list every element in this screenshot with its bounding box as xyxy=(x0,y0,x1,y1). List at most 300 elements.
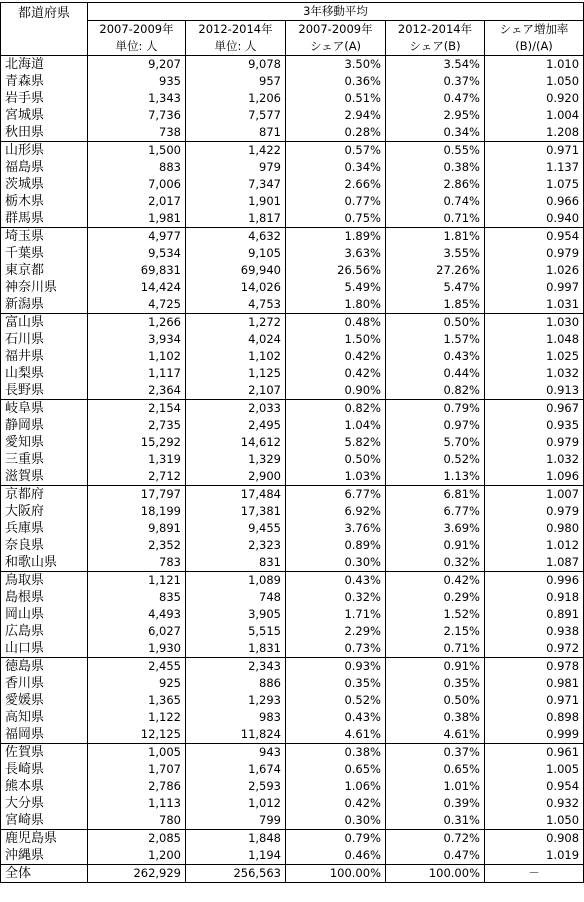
share-growth-ratio: 1.032 xyxy=(485,365,584,382)
count-2012-2014: 1,194 xyxy=(186,847,286,865)
count-2007-2009: 1,121 xyxy=(88,572,186,590)
prefecture-name: 岡山県 xyxy=(1,606,88,623)
count-2007-2009: 2,786 xyxy=(88,778,186,795)
share-b: 5.70% xyxy=(386,434,485,451)
col3-share-a: シェア(A) xyxy=(286,38,386,56)
share-growth-ratio: 1.019 xyxy=(485,847,584,865)
count-2012-2014: 1,329 xyxy=(186,451,286,468)
count-2012-2014: 2,900 xyxy=(186,468,286,486)
share-b: 0.97% xyxy=(386,417,485,434)
share-a: 0.79% xyxy=(286,830,386,848)
share-a: 0.57% xyxy=(286,142,386,160)
count-2007-2009: 1,113 xyxy=(88,795,186,812)
count-2007-2009: 780 xyxy=(88,812,186,830)
share-b: 0.50% xyxy=(386,692,485,709)
prefecture-name: 富山県 xyxy=(1,314,88,332)
count-2012-2014: 4,753 xyxy=(186,296,286,314)
count-2012-2014: 4,632 xyxy=(186,228,286,246)
count-2012-2014: 983 xyxy=(186,709,286,726)
count-2012-2014: 943 xyxy=(186,744,286,762)
share-b: 0.37% xyxy=(386,744,485,762)
count-2012-2014: 979 xyxy=(186,159,286,176)
count-2007-2009: 738 xyxy=(88,124,186,142)
table-row xyxy=(1,331,584,348)
share-growth-ratio: 1.048 xyxy=(485,331,584,348)
share-a: 5.49% xyxy=(286,279,386,296)
prefecture-name: 京都府 xyxy=(1,486,88,504)
table-row xyxy=(1,606,584,623)
share-growth-ratio: 0.971 xyxy=(485,142,584,160)
count-2012-2014: 5,515 xyxy=(186,623,286,640)
col5-title: シェア増加率 xyxy=(485,21,584,39)
count-2012-2014: 2,107 xyxy=(186,382,286,400)
share-b: 3.69% xyxy=(386,520,485,537)
prefecture-name: 岐阜県 xyxy=(1,400,88,418)
prefecture-name: 鹿児島県 xyxy=(1,830,88,848)
share-a: 1.89% xyxy=(286,228,386,246)
count-2007-2009: 2,712 xyxy=(88,468,186,486)
share-a: 0.30% xyxy=(286,812,386,830)
count-2007-2009: 1,266 xyxy=(88,314,186,332)
share-b: 0.38% xyxy=(386,159,485,176)
table-row xyxy=(1,589,584,606)
share-a: 0.35% xyxy=(286,675,386,692)
count-2007-2009: 2,455 xyxy=(88,658,186,676)
count-2007-2009: 1,102 xyxy=(88,348,186,365)
share-b: 0.71% xyxy=(386,210,485,228)
prefecture-name: 佐賀県 xyxy=(1,744,88,762)
prefecture-name: 東京都 xyxy=(1,262,88,279)
count-2007-2009: 1,707 xyxy=(88,761,186,778)
share-a: 0.65% xyxy=(286,761,386,778)
share-a: 0.38% xyxy=(286,744,386,762)
count-2012-2014: 1,102 xyxy=(186,348,286,365)
table-row xyxy=(1,73,584,90)
count-2012-2014: 9,105 xyxy=(186,245,286,262)
share-a: 3.63% xyxy=(286,245,386,262)
count-2012-2014: 1,293 xyxy=(186,692,286,709)
prefecture-name: 岩手県 xyxy=(1,90,88,107)
count-2012-2014: 1,674 xyxy=(186,761,286,778)
table-row xyxy=(1,640,584,658)
count-2007-2009: 15,292 xyxy=(88,434,186,451)
count-2007-2009: 4,493 xyxy=(88,606,186,623)
col2-period: 2012-2014年 xyxy=(186,21,286,39)
share-growth-ratio: 0.913 xyxy=(485,382,584,400)
count-2007-2009: 9,534 xyxy=(88,245,186,262)
share-a: 0.43% xyxy=(286,572,386,590)
share-b: 0.79% xyxy=(386,400,485,418)
share-a: 1.06% xyxy=(286,778,386,795)
share-growth-ratio: 1.005 xyxy=(485,761,584,778)
prefecture-name: 群馬県 xyxy=(1,210,88,228)
share-b: 0.55% xyxy=(386,142,485,160)
count-2012-2014: 4,024 xyxy=(186,331,286,348)
share-a: 1.71% xyxy=(286,606,386,623)
count-2012-2014: 957 xyxy=(186,73,286,90)
prefecture-name: 奈良県 xyxy=(1,537,88,554)
share-b: 0.42% xyxy=(386,572,485,590)
count-2007-2009: 6,027 xyxy=(88,623,186,640)
count-2007-2009: 18,199 xyxy=(88,503,186,520)
share-a: 0.43% xyxy=(286,709,386,726)
total-share-growth-ratio: － xyxy=(485,865,584,883)
table-row xyxy=(1,830,584,848)
share-a: 1.80% xyxy=(286,296,386,314)
share-a: 2.29% xyxy=(286,623,386,640)
count-2007-2009: 1,343 xyxy=(88,90,186,107)
share-growth-ratio: 0.999 xyxy=(485,726,584,744)
share-growth-ratio: 0.932 xyxy=(485,795,584,812)
count-2007-2009: 1,981 xyxy=(88,210,186,228)
share-a: 0.90% xyxy=(286,382,386,400)
prefecture-name: 福岡県 xyxy=(1,726,88,744)
share-a: 1.03% xyxy=(286,468,386,486)
prefecture-name: 山形県 xyxy=(1,142,88,160)
table-row xyxy=(1,761,584,778)
count-2007-2009: 4,725 xyxy=(88,296,186,314)
share-a: 0.82% xyxy=(286,400,386,418)
share-b: 6.77% xyxy=(386,503,485,520)
prefecture-header: 都道府県 xyxy=(1,3,88,56)
table-row xyxy=(1,400,584,418)
count-2012-2014: 886 xyxy=(186,675,286,692)
share-b: 0.29% xyxy=(386,589,485,606)
table-row xyxy=(1,262,584,279)
share-a: 0.30% xyxy=(286,554,386,572)
table-row xyxy=(1,744,584,762)
share-a: 6.92% xyxy=(286,503,386,520)
table-row xyxy=(1,90,584,107)
count-2007-2009: 12,125 xyxy=(88,726,186,744)
share-growth-ratio: 0.940 xyxy=(485,210,584,228)
share-a: 0.48% xyxy=(286,314,386,332)
prefecture-name: 長野県 xyxy=(1,382,88,400)
count-2012-2014: 1,272 xyxy=(186,314,286,332)
col4-share-b: シェア(B) xyxy=(386,38,485,56)
count-2012-2014: 1,901 xyxy=(186,193,286,210)
total-row xyxy=(1,865,584,883)
share-a: 6.77% xyxy=(286,486,386,504)
count-2007-2009: 4,977 xyxy=(88,228,186,246)
share-b: 0.47% xyxy=(386,847,485,865)
share-a: 4.61% xyxy=(286,726,386,744)
table-row xyxy=(1,245,584,262)
share-a: 0.28% xyxy=(286,124,386,142)
table-row xyxy=(1,176,584,193)
share-a: 1.50% xyxy=(286,331,386,348)
table-row xyxy=(1,847,584,865)
count-2007-2009: 925 xyxy=(88,675,186,692)
share-b: 0.82% xyxy=(386,382,485,400)
share-b: 2.86% xyxy=(386,176,485,193)
count-2012-2014: 1,848 xyxy=(186,830,286,848)
table-row xyxy=(1,451,584,468)
prefecture-name: 千葉県 xyxy=(1,245,88,262)
share-b: 0.50% xyxy=(386,314,485,332)
prefecture-name: 鳥取県 xyxy=(1,572,88,590)
table-row xyxy=(1,348,584,365)
count-2012-2014: 748 xyxy=(186,589,286,606)
col2-unit: 単位: 人 xyxy=(186,38,286,56)
share-growth-ratio: 1.025 xyxy=(485,348,584,365)
prefecture-name: 秋田県 xyxy=(1,124,88,142)
share-growth-ratio: 0.997 xyxy=(485,279,584,296)
table-row xyxy=(1,675,584,692)
share-a: 0.75% xyxy=(286,210,386,228)
share-a: 0.32% xyxy=(286,589,386,606)
share-a: 0.46% xyxy=(286,847,386,865)
count-2007-2009: 17,797 xyxy=(88,486,186,504)
table-row xyxy=(1,107,584,124)
prefecture-name: 愛知県 xyxy=(1,434,88,451)
share-growth-ratio: 0.967 xyxy=(485,400,584,418)
share-growth-ratio: 1.010 xyxy=(485,56,584,74)
prefecture-name: 長崎県 xyxy=(1,761,88,778)
count-2007-2009: 835 xyxy=(88,589,186,606)
share-a: 2.66% xyxy=(286,176,386,193)
count-2012-2014: 11,824 xyxy=(186,726,286,744)
share-b: 0.65% xyxy=(386,761,485,778)
prefecture-name: 大分県 xyxy=(1,795,88,812)
count-2007-2009: 9,207 xyxy=(88,56,186,74)
table-row xyxy=(1,365,584,382)
count-2007-2009: 1,500 xyxy=(88,142,186,160)
col4-period: 2012-2014年 xyxy=(386,21,485,39)
share-a: 3.50% xyxy=(286,56,386,74)
prefecture-name: 三重県 xyxy=(1,451,88,468)
table-row xyxy=(1,56,584,74)
prefecture-name: 山梨県 xyxy=(1,365,88,382)
table-row xyxy=(1,314,584,332)
share-a: 0.42% xyxy=(286,365,386,382)
table-row xyxy=(1,142,584,160)
share-growth-ratio: 0.961 xyxy=(485,744,584,762)
share-growth-ratio: 1.012 xyxy=(485,537,584,554)
table-row xyxy=(1,159,584,176)
count-2007-2009: 9,891 xyxy=(88,520,186,537)
prefecture-name: 大阪府 xyxy=(1,503,88,520)
count-2007-2009: 7,736 xyxy=(88,107,186,124)
share-growth-ratio: 0.966 xyxy=(485,193,584,210)
prefecture-name: 島根県 xyxy=(1,589,88,606)
count-2012-2014: 871 xyxy=(186,124,286,142)
count-2012-2014: 2,343 xyxy=(186,658,286,676)
count-2007-2009: 1,365 xyxy=(88,692,186,709)
count-2007-2009: 2,017 xyxy=(88,193,186,210)
count-2012-2014: 14,026 xyxy=(186,279,286,296)
share-growth-ratio: 1.208 xyxy=(485,124,584,142)
share-growth-ratio: 0.996 xyxy=(485,572,584,590)
share-growth-ratio: 0.979 xyxy=(485,245,584,262)
count-2007-2009: 2,352 xyxy=(88,537,186,554)
count-2012-2014: 17,484 xyxy=(186,486,286,504)
share-growth-ratio: 0.935 xyxy=(485,417,584,434)
share-growth-ratio: 0.918 xyxy=(485,589,584,606)
count-2012-2014: 1,817 xyxy=(186,210,286,228)
prefecture-name: 滋賀県 xyxy=(1,468,88,486)
count-2007-2009: 2,364 xyxy=(88,382,186,400)
table-row xyxy=(1,434,584,451)
prefecture-name: 宮城県 xyxy=(1,107,88,124)
share-b: 1.85% xyxy=(386,296,485,314)
share-growth-ratio: 1.050 xyxy=(485,73,584,90)
count-2012-2014: 1,089 xyxy=(186,572,286,590)
share-growth-ratio: 1.087 xyxy=(485,554,584,572)
share-growth-ratio: 0.971 xyxy=(485,692,584,709)
prefecture-name: 石川県 xyxy=(1,331,88,348)
share-b: 0.72% xyxy=(386,830,485,848)
share-b: 5.47% xyxy=(386,279,485,296)
share-a: 0.52% xyxy=(286,692,386,709)
col1-period: 2007-2009年 xyxy=(88,21,186,39)
share-growth-ratio: 1.031 xyxy=(485,296,584,314)
share-a: 1.04% xyxy=(286,417,386,434)
count-2012-2014: 2,495 xyxy=(186,417,286,434)
share-b: 0.38% xyxy=(386,709,485,726)
share-growth-ratio: 0.938 xyxy=(485,623,584,640)
share-b: 1.52% xyxy=(386,606,485,623)
col5-ratio: (B)/(A) xyxy=(485,38,584,56)
share-growth-ratio: 0.920 xyxy=(485,90,584,107)
share-b: 0.71% xyxy=(386,640,485,658)
total-share-a: 100.00% xyxy=(286,865,386,883)
share-a: 0.50% xyxy=(286,451,386,468)
count-2012-2014: 2,033 xyxy=(186,400,286,418)
prefecture-name: 栃木県 xyxy=(1,193,88,210)
share-growth-ratio: 0.978 xyxy=(485,658,584,676)
share-b: 1.13% xyxy=(386,468,485,486)
count-2012-2014: 2,593 xyxy=(186,778,286,795)
prefecture-name: 福島県 xyxy=(1,159,88,176)
table-row xyxy=(1,795,584,812)
count-2007-2009: 1,319 xyxy=(88,451,186,468)
table-row xyxy=(1,210,584,228)
prefecture-name: 埼玉県 xyxy=(1,228,88,246)
prefecture-name: 沖縄県 xyxy=(1,847,88,865)
share-growth-ratio: 1.026 xyxy=(485,262,584,279)
prefecture-name: 愛媛県 xyxy=(1,692,88,709)
share-a: 0.42% xyxy=(286,348,386,365)
count-2012-2014: 831 xyxy=(186,554,286,572)
table-row xyxy=(1,623,584,640)
share-growth-ratio: 0.981 xyxy=(485,675,584,692)
table-row xyxy=(1,537,584,554)
table-row xyxy=(1,554,584,572)
table-row xyxy=(1,812,584,830)
prefecture-name: 熊本県 xyxy=(1,778,88,795)
table-row xyxy=(1,382,584,400)
count-2012-2014: 1,831 xyxy=(186,640,286,658)
share-growth-ratio: 1.004 xyxy=(485,107,584,124)
total-count-2012-2014: 256,563 xyxy=(186,865,286,883)
share-a: 26.56% xyxy=(286,262,386,279)
table-row xyxy=(1,778,584,795)
share-b: 0.44% xyxy=(386,365,485,382)
share-a: 0.89% xyxy=(286,537,386,554)
share-b: 0.39% xyxy=(386,795,485,812)
share-a: 0.42% xyxy=(286,795,386,812)
share-growth-ratio: 1.096 xyxy=(485,468,584,486)
table-row xyxy=(1,417,584,434)
count-2012-2014: 9,455 xyxy=(186,520,286,537)
prefecture-name: 北海道 xyxy=(1,56,88,74)
table-row xyxy=(1,486,584,504)
share-b: 27.26% xyxy=(386,262,485,279)
share-growth-ratio: 0.979 xyxy=(485,503,584,520)
count-2012-2014: 1,422 xyxy=(186,142,286,160)
share-growth-ratio: 0.979 xyxy=(485,434,584,451)
count-2012-2014: 2,323 xyxy=(186,537,286,554)
table-row xyxy=(1,572,584,590)
share-a: 5.82% xyxy=(286,434,386,451)
table-row xyxy=(1,503,584,520)
share-growth-ratio: 1.030 xyxy=(485,314,584,332)
total-count-2007-2009: 262,929 xyxy=(88,865,186,883)
col1-unit: 単位: 人 xyxy=(88,38,186,56)
share-a: 0.34% xyxy=(286,159,386,176)
share-growth-ratio: 0.908 xyxy=(485,830,584,848)
prefecture-name: 香川県 xyxy=(1,675,88,692)
count-2007-2009: 3,934 xyxy=(88,331,186,348)
count-2007-2009: 1,200 xyxy=(88,847,186,865)
prefecture-name: 茨城県 xyxy=(1,176,88,193)
share-b: 1.81% xyxy=(386,228,485,246)
count-2007-2009: 2,735 xyxy=(88,417,186,434)
prefecture-name: 神奈川県 xyxy=(1,279,88,296)
count-2007-2009: 1,122 xyxy=(88,709,186,726)
prefecture-name: 広島県 xyxy=(1,623,88,640)
share-b: 0.74% xyxy=(386,193,485,210)
share-growth-ratio: 0.980 xyxy=(485,520,584,537)
table-row xyxy=(1,193,584,210)
count-2007-2009: 935 xyxy=(88,73,186,90)
count-2012-2014: 1,125 xyxy=(186,365,286,382)
share-b: 0.52% xyxy=(386,451,485,468)
share-b: 0.35% xyxy=(386,675,485,692)
share-growth-ratio: 0.972 xyxy=(485,640,584,658)
count-2007-2009: 2,154 xyxy=(88,400,186,418)
share-growth-ratio: 1.137 xyxy=(485,159,584,176)
share-a: 0.77% xyxy=(286,193,386,210)
count-2012-2014: 1,012 xyxy=(186,795,286,812)
prefecture-name: 高知県 xyxy=(1,709,88,726)
share-a: 0.51% xyxy=(286,90,386,107)
share-a: 2.94% xyxy=(286,107,386,124)
prefecture-name: 静岡県 xyxy=(1,417,88,434)
prefecture-name: 徳島県 xyxy=(1,658,88,676)
count-2007-2009: 1,117 xyxy=(88,365,186,382)
count-2007-2009: 2,085 xyxy=(88,830,186,848)
share-b: 0.37% xyxy=(386,73,485,90)
table-row xyxy=(1,658,584,676)
prefecture-name: 青森県 xyxy=(1,73,88,90)
share-b: 2.15% xyxy=(386,623,485,640)
share-b: 0.91% xyxy=(386,658,485,676)
count-2007-2009: 69,831 xyxy=(88,262,186,279)
prefecture-name: 山口県 xyxy=(1,640,88,658)
table-row xyxy=(1,468,584,486)
prefecture-share-table xyxy=(0,2,584,883)
share-growth-ratio: 1.007 xyxy=(485,486,584,504)
share-a: 0.93% xyxy=(286,658,386,676)
total-prefecture-name: 全体 xyxy=(1,865,88,883)
table-row xyxy=(1,228,584,246)
share-b: 3.55% xyxy=(386,245,485,262)
share-b: 4.61% xyxy=(386,726,485,744)
moving-average-header: 3年移動平均 xyxy=(88,3,584,21)
count-2012-2014: 799 xyxy=(186,812,286,830)
